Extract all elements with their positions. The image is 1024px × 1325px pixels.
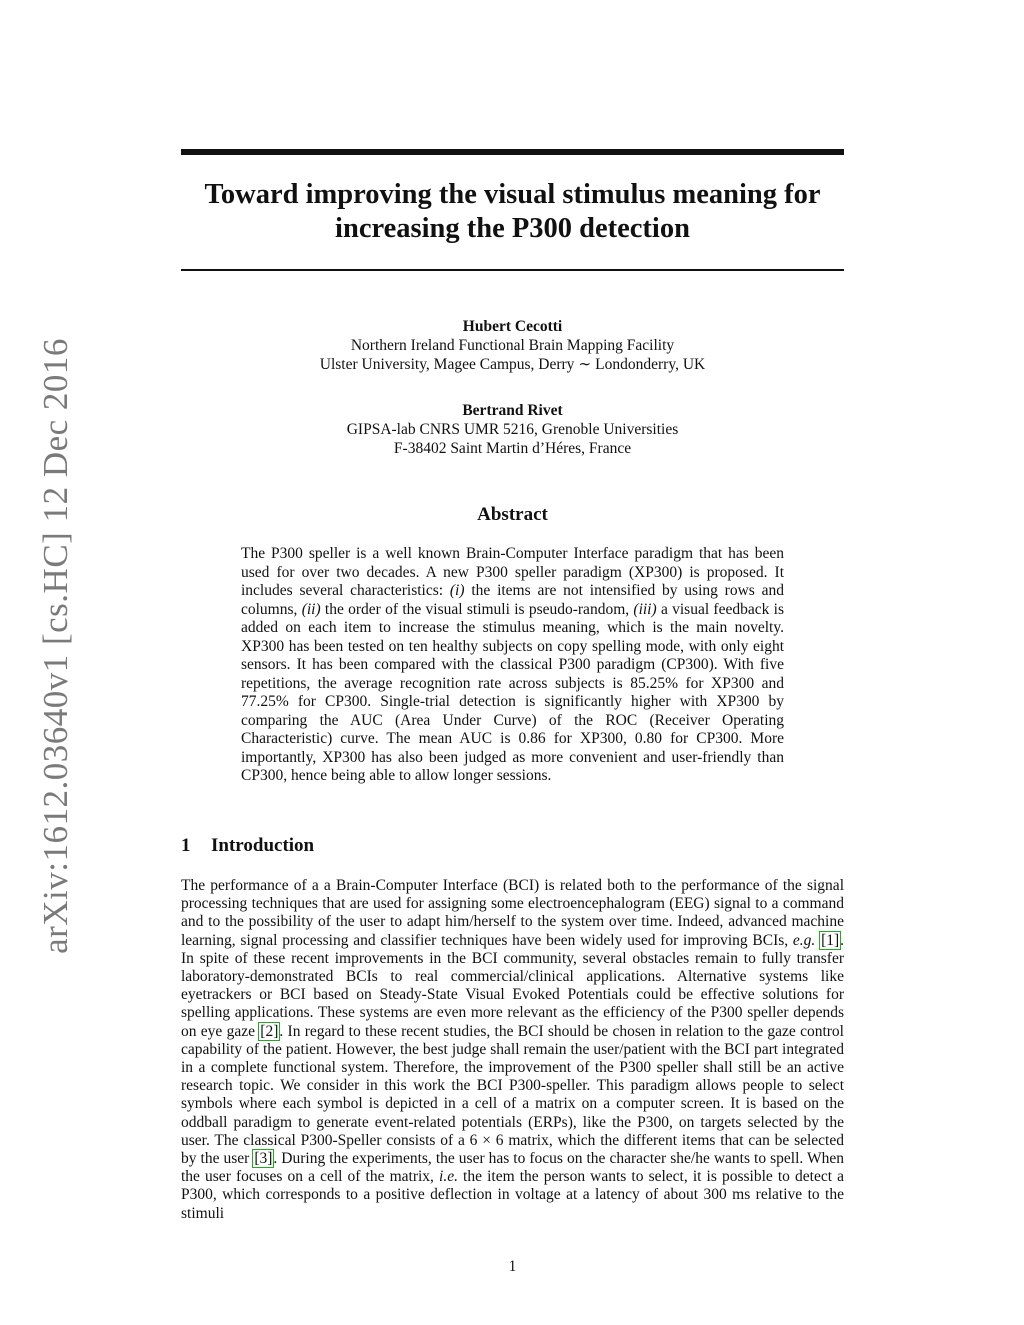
abstract-text-run: a visual feedback is added on each item to increase the stimulus meaning, which is the main novelty. XP300 has been tested on ten healthy subjects on copy spelling mode, with only eight sensors. It has been compared with the classical P300 paradigm (CP300). With five repetitions, the average recognition rate across subjects is 85.25% for XP300 and 77.25% for CP300. Single-trial detection is significantly higher with XP300 by comparing the AUC (Area Under Curve) of the ROC (Receiver Operating Characteristic) curve. The mean AUC is 0.86 for XP300, 0.80 for CP300. More importantly, XP300 has also been judged as more convenient and user-friendly than CP300, hence being able to allow longer sessions. bbox=[241, 600, 784, 784]
abstract-italic-marker: (ii) bbox=[301, 600, 321, 618]
author-name: Hubert Cecotti bbox=[462, 318, 563, 335]
paper-title: Toward improving the visual stimulus meaning for increasing the P300 detection bbox=[204, 179, 821, 244]
abstract-italic-marker: (iii) bbox=[633, 600, 657, 618]
intro-text-run: The performance of a a Brain-Computer Interface (BCI) is related both to the performance of the signal processing techniques that are used for assigning some electroencephalogram (EEG) signal to a command and to the possibility of the user to adapt him/herself to the system over time. Indeed, advanced machine learning, signal processing and classifier techniques have been widely used for improving BCIs, bbox=[181, 877, 844, 949]
abstract-italic-marker: (i) bbox=[449, 582, 465, 599]
intro-text-run: . In spite of these recent improvements in the BCI community, several obstacles remain to fully transfer laboratory-demonstrated BCIs to real commercial/clinical applications. Alternative systems like eyetrackers or BCI based on Steady-State Visual Evoked Potentials could be effective solutions for spelling applications. These systems are even more relevant as the efficiency of the P300 speller depends on eye gaze bbox=[181, 931, 845, 1040]
title-top-rule bbox=[181, 149, 844, 155]
citation-link-3[interactable]: [3] bbox=[254, 1150, 273, 1168]
abstract-heading: Abstract bbox=[477, 504, 548, 525]
section-title: Introduction bbox=[211, 835, 315, 856]
intro-text-run: . In regard to these recent studies, the BCI should be chosen in relation to the gaze control capability of the patient. However, the best judge shall remain the user/patient with the BCI part integrated in a complete functional system. Therefore, the improvement of the P300 speller shall still be an active research topic. We consider in this work the BCI P300-speller. This paradigm allows people to select symbols where each symbol is depicted in a cell of a matrix on a computer screen. It is based on the oddball paradigm to generate event-related potentials (ERPs), like the P300, on targets selected by the user. The classical P300-Speller consists of a 6 × 6 matrix, which the different items that can be selected by the user bbox=[181, 1022, 844, 1168]
intro-text-run: . During the experiments, the user has to focus on the character she/he wants to spell. When the user focuses on a cell of the matrix, bbox=[181, 1150, 845, 1186]
section-number: 1 bbox=[181, 835, 191, 856]
intro-italic: i.e. bbox=[439, 1168, 458, 1186]
citation-link-1[interactable]: [1] bbox=[821, 931, 840, 949]
abstract-text-run: the order of the visual stimuli is pseudo-random, bbox=[320, 600, 634, 618]
introduction-body bbox=[181, 877, 844, 1223]
author-affiliation: Ulster University, Magee Campus, Derry ∼ Londonderry, UK bbox=[319, 356, 706, 373]
author-affiliation: Northern Ireland Functional Brain Mapping Facility bbox=[350, 337, 675, 354]
arxiv-identifier: arXiv:1612.03640v1 [cs.HC] 12 Dec 2016 bbox=[36, 338, 75, 954]
author-affiliation: GIPSA-lab CNRS UMR 5216, Grenoble Universities bbox=[346, 421, 679, 438]
intro-text-run: the item the person wants to select, it is possible to detect a P300, which corresponds to a positive deflection in voltage at a latency of about 300 ms relative to the stimuli bbox=[181, 1168, 844, 1222]
author-name: Bertrand Rivet bbox=[462, 402, 563, 419]
author-block-2 bbox=[181, 401, 844, 458]
title-bottom-rule bbox=[181, 269, 844, 271]
abstract-text-run: The P300 speller is a well known Brain-Computer Interface paradigm that has been used for over two decades. A new P300 speller paradigm (XP300) is proposed. It includes several characteristics: bbox=[241, 545, 784, 599]
section-heading-introduction bbox=[181, 835, 314, 857]
intro-italic: e.g. bbox=[792, 931, 816, 949]
author-block-1 bbox=[181, 317, 844, 374]
author-affiliation: F-38402 Saint Martin d’Héres, France bbox=[393, 440, 632, 457]
page-number: 1 bbox=[508, 1258, 517, 1275]
abstract-body bbox=[241, 545, 784, 786]
abstract-text-run: the items are not intensified by using rows and columns, bbox=[241, 582, 784, 618]
citation-link-2[interactable]: [2] bbox=[260, 1022, 279, 1040]
